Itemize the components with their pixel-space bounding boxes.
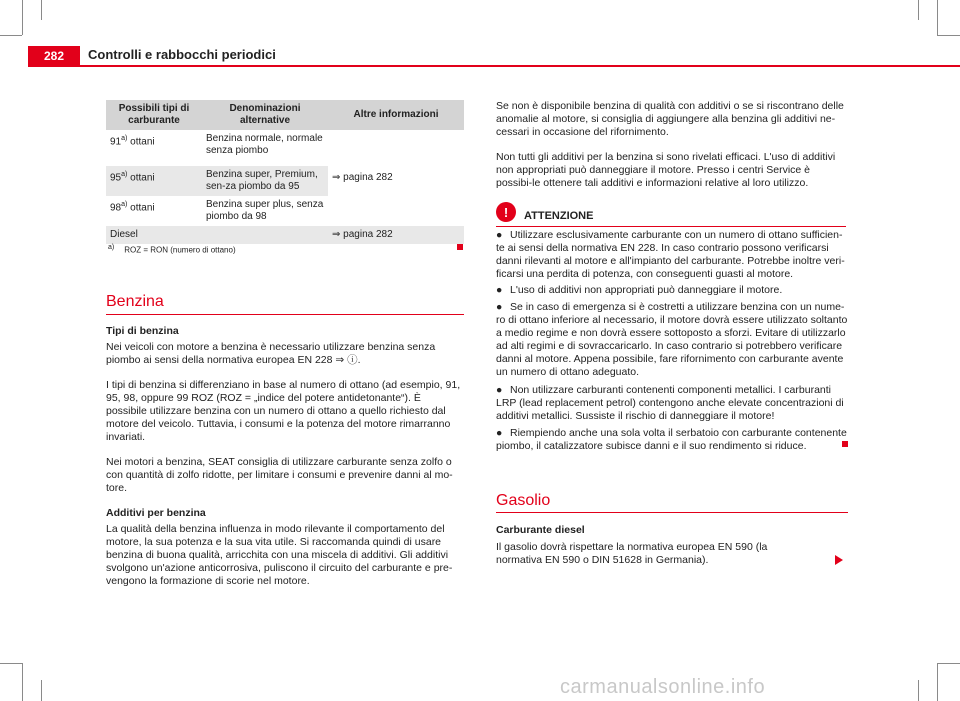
fuel-unit: ottani	[127, 172, 155, 184]
fuel-octane: 98	[110, 202, 122, 214]
paragraph: Nei veicoli con motore a benzina è necessario utilizzare benzina senza piombo ai sensi della normativa europea EN 228 ⇒ ⓘ.	[106, 341, 436, 366]
watermark: carmanualsonline.info	[560, 676, 766, 698]
warning-title: ATTENZIONE	[524, 210, 594, 222]
footnote-marker: a)	[108, 244, 115, 251]
section-title-gasolio: Gasolio	[496, 492, 551, 509]
fuel-unit: ottani	[127, 136, 155, 148]
section-divider	[496, 512, 848, 513]
table-row	[106, 130, 464, 166]
paragraph: Se non è disponibile benzina di qualità con additivi o se si riscontrano delle anomalie al motore, si consiglia di aggiungere alla benzina gli additivi ne-cessari in occasione del rifornimento.	[496, 100, 844, 138]
paragraph: La qualità della benzina influenza in modo rilevante il comportamento del motore, la sua potenza e la sua vita utile. Si raccomanda quindi di usare benzina di buona qualità, arricchita con una miscela di additivi. Gli additivi svolgono un'azione anticorrosiva, puliscono il circuito del carburante e pre-vengono la formazione di scorie nel motore.	[106, 523, 453, 587]
subheading-additivi: Additivi per benzina	[106, 507, 206, 519]
table-header-cell: Possibili tipi di carburante	[106, 100, 202, 130]
fuel-type-cell	[106, 166, 202, 196]
warning-item: ● L'uso di additivi non appropriati può danneggiare il motore.	[496, 284, 783, 296]
section-title-benzina: Benzina	[106, 293, 164, 310]
footnote-ref: a)	[121, 201, 128, 208]
table-header-row	[106, 100, 464, 130]
end-mark	[842, 441, 848, 447]
bullet-icon: ●	[496, 229, 503, 241]
fuel-octane: 91	[110, 136, 122, 148]
footnote-ref: a)	[121, 171, 128, 178]
section-divider	[106, 314, 464, 315]
warning-icon: !	[496, 202, 516, 222]
paragraph: Nei motori a benzina, SEAT consiglia di utilizzare carburante senza zolfo o con quantità di zolfo ridotte, per limitare i consumi e prevenire danni al mo-tore.	[106, 456, 453, 494]
warning-divider	[496, 226, 846, 227]
table-header-cell: Denominazioni alternative	[202, 100, 328, 130]
page-title: Controlli e rabbocchi periodici	[88, 47, 276, 62]
fuel-table	[106, 100, 464, 244]
warning-item: ● Riempiendo anche una sola volta il serbatoio con carburante contenente piombo, il catalizzatore subisce danni e il suo rendimento si riduce.	[496, 427, 847, 452]
page-ref-link[interactable]: ⇒ pagina 282	[332, 172, 393, 183]
bullet-icon: ●	[496, 384, 503, 396]
crop-mark	[937, 0, 938, 35]
paragraph: I tipi di benzina si differenziano in base al numero di ottano (ad esempio, 91, 95, 98, oppure 99 ROZ (ROZ = „indice del potere antidetonante“). È possibile utilizzare benzina con un numero di ottano a quello richiesto dal motore del veicolo. Tuttavia, i consumi e la potenza del motore rimarranno invariati.	[106, 379, 461, 443]
table-header-cell: Altre informazioni	[328, 100, 464, 130]
crop-mark	[22, 0, 23, 35]
end-mark	[457, 244, 463, 250]
table-row	[106, 226, 464, 244]
footnote-ref: a)	[121, 135, 128, 142]
warning-item: ● Non utilizzare carburanti contenenti componenti metallici. I carburanti LRP (lead replacement petrol) contengono anche elevate concentrazioni di additivi metallici. Sussiste il rischio di danneggiare il motore!	[496, 384, 844, 422]
warning-item: ● Se in caso di emergenza si è costretti a utilizzare benzina con un nume-ro di ottano inferiore al necessario, il motore dovrà essere utilizzato soltanto a medio regime e non dovrà essere sottoposto a sforzi. Evitare di utilizzarlo ad alti regimi e di sovraccaricarlo. In caso contrario si potrebbero verificare danni al motore. Appena possibile, fare rifornimento con carburante avente un numero di ottano adeguato.	[496, 301, 848, 378]
crop-mark	[937, 35, 960, 36]
table-footnote	[108, 244, 236, 255]
info-ref-cell[interactable]	[328, 226, 464, 244]
crop-mark	[41, 680, 42, 701]
subheading-diesel: Carburante diesel	[496, 524, 585, 536]
crop-mark	[0, 663, 22, 664]
bullet-icon: ●	[496, 301, 503, 313]
alt-name-cell: Benzina super plus, senza piombo da 98	[206, 199, 324, 222]
paragraph: Non tutti gli additivi per la benzina si sono rivelati efficaci. L'uso di additivi non appropriati può danneggiare il motore. Presso i centri Service è possibi-le ottenere tali additivi e informazioni relative al loro utilizzo.	[496, 151, 836, 189]
fuel-octane: 95	[110, 172, 122, 184]
alt-name-cell: Benzina normale, normale senza piombo	[206, 133, 323, 156]
header-divider	[28, 65, 960, 67]
crop-mark	[918, 680, 919, 701]
bullet-icon: ●	[496, 284, 503, 296]
fuel-type-cell	[106, 130, 202, 166]
bullet-icon: ●	[496, 427, 503, 439]
fuel-type-cell	[106, 226, 202, 244]
crop-mark	[41, 0, 42, 20]
crop-mark	[918, 0, 919, 20]
alt-name-cell	[202, 226, 328, 244]
fuel-octane: Diesel	[110, 229, 138, 240]
page-number: 282	[28, 46, 80, 66]
crop-mark	[937, 663, 938, 701]
crop-mark	[0, 35, 22, 36]
continue-arrow-icon	[835, 555, 843, 565]
warning-item: ● Utilizzare esclusivamente carburante con un numero di ottano sufficien-te ai sensi della normativa EN 228. In caso contrario possono verificarsi danni rilevanti al motore e all'impianto del carburante. Potrebbe inoltre veri-ficarsi una perdita di potenza, con conseguenti guasti al motore.	[496, 229, 845, 280]
alt-name-cell: Benzina super, Premium, sen-za piombo da 95	[202, 166, 328, 196]
footnote-text: ROZ = RON (numero di ottano)	[124, 245, 236, 255]
fuel-type-cell	[106, 196, 202, 226]
fuel-unit: ottani	[127, 202, 155, 214]
page-ref-link[interactable]: ⇒ pagina 282	[332, 229, 393, 240]
info-ref-cell[interactable]	[328, 130, 464, 226]
paragraph: Il gasolio dovrà rispettare la normativa europea EN 590 (la normativa EN 590 o DIN 51628 in Germania).	[496, 541, 768, 566]
crop-mark	[937, 663, 960, 664]
subheading-tipi: Tipi di benzina	[106, 325, 179, 337]
crop-mark	[22, 663, 23, 701]
